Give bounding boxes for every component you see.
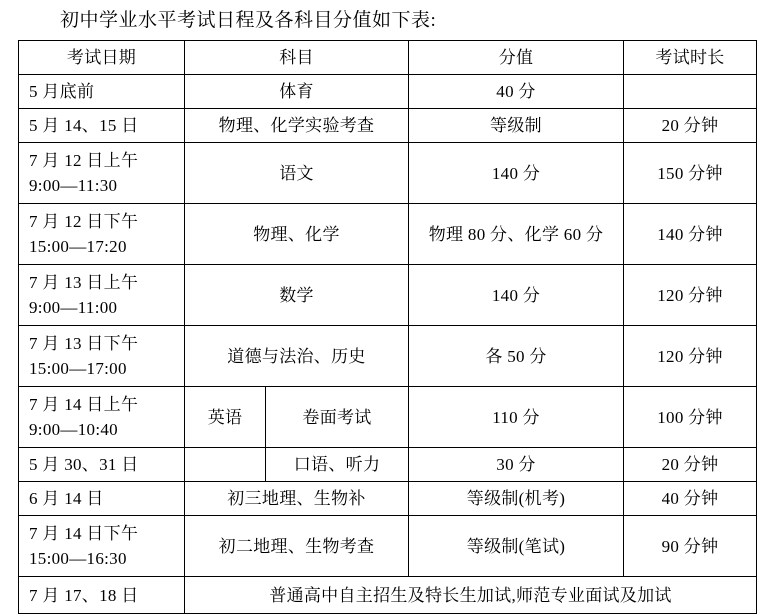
date-line-1: 7 月 12 日下午 xyxy=(29,212,139,231)
date-line-1: 7 月 12 日上午 xyxy=(29,151,139,170)
cell-date xyxy=(19,143,185,204)
cell-subject: 初二地理、生物考查 xyxy=(185,516,409,577)
date-line-2: 9:00—10:40 xyxy=(29,420,118,439)
date-line-2: 9:00—11:00 xyxy=(29,298,118,317)
date-line-1: 6 月 14 日 xyxy=(29,489,104,508)
date-line-2: 9:00—11:30 xyxy=(29,176,118,195)
date-line-1: 5 月 14、15 日 xyxy=(29,116,139,135)
cell-duration: 40 分钟 xyxy=(624,482,757,516)
date-line-2: 15:00—17:00 xyxy=(29,359,127,378)
subject-split-table xyxy=(185,387,408,447)
cell-date xyxy=(19,448,185,482)
table-header-row xyxy=(19,41,757,75)
subject-group-english: 英语 xyxy=(185,387,266,447)
cell-score: 110 分 xyxy=(409,387,624,448)
cell-subject: 语文 xyxy=(185,143,409,204)
cell-duration: 150 分钟 xyxy=(624,143,757,204)
cell-date xyxy=(19,387,185,448)
cell-duration: 20 分钟 xyxy=(624,448,757,482)
cell-duration: 120 分钟 xyxy=(624,265,757,326)
cell-score: 物理 80 分、化学 60 分 xyxy=(409,204,624,265)
cell-subject-detail: 卷面考试 xyxy=(302,407,372,427)
cell-date xyxy=(19,326,185,387)
date-line-1: 7 月 17、18 日 xyxy=(29,585,139,605)
table-row xyxy=(19,204,757,265)
cell-subject: 体育 xyxy=(185,75,409,109)
subject-split-table xyxy=(185,448,408,481)
cell-date xyxy=(19,75,185,109)
column-header-duration: 考试时长 xyxy=(624,41,757,75)
cell-date xyxy=(19,577,185,614)
cell-score: 140 分 xyxy=(409,265,624,326)
cell-duration: 140 分钟 xyxy=(624,204,757,265)
cell-score: 40 分 xyxy=(409,75,624,109)
column-header-score: 分值 xyxy=(409,41,624,75)
table-row xyxy=(19,109,757,143)
cell-subject: 物理、化学实验考查 xyxy=(185,109,409,143)
cell-score: 各 50 分 xyxy=(409,326,624,387)
date-line-1: 5 月 30、31 日 xyxy=(29,455,139,474)
cell-score: 140 分 xyxy=(409,143,624,204)
date-line-1: 7 月 13 日上午 xyxy=(29,273,139,292)
cell-score: 等级制(机考) xyxy=(409,482,624,516)
cell-subject: 道德与法治、历史 xyxy=(185,326,409,387)
table-row xyxy=(19,516,757,577)
column-header-subject: 科目 xyxy=(185,41,409,75)
date-line-2: 15:00—16:30 xyxy=(29,549,127,568)
cell-subject: 初三地理、生物补 xyxy=(185,482,409,516)
cell-note: 普通高中自主招生及特长生加试,师范专业面试及加试 xyxy=(185,577,757,614)
cell-duration: 90 分钟 xyxy=(624,516,757,577)
cell-date xyxy=(19,265,185,326)
subject-group-english-continued xyxy=(185,448,266,481)
table-row xyxy=(19,482,757,516)
cell-duration: 20 分钟 xyxy=(624,109,757,143)
cell-duration xyxy=(624,75,757,109)
table-row xyxy=(19,387,757,448)
cell-score: 30 分 xyxy=(409,448,624,482)
table-row xyxy=(19,448,757,482)
table-row-note xyxy=(19,577,757,614)
cell-subject: 物理、化学 xyxy=(185,204,409,265)
date-line-1: 7 月 14 日下午 xyxy=(29,524,139,543)
date-line-1: 7 月 14 日上午 xyxy=(29,395,139,414)
exam-schedule-table xyxy=(18,40,757,614)
cell-subject-detail: 口语、听力 xyxy=(293,455,381,474)
date-line-1: 7 月 13 日下午 xyxy=(29,334,139,353)
cell-date xyxy=(19,516,185,577)
cell-date xyxy=(19,109,185,143)
cell-subject xyxy=(185,387,409,448)
page-title: 初中学业水平考试日程及各科目分值如下表: xyxy=(60,10,437,31)
cell-date xyxy=(19,204,185,265)
cell-score: 等级制 xyxy=(409,109,624,143)
cell-subject xyxy=(185,448,409,482)
cell-subject: 数学 xyxy=(185,265,409,326)
column-header-date: 考试日期 xyxy=(19,41,185,75)
date-line-2: 15:00—17:20 xyxy=(29,237,127,256)
cell-score: 等级制(笔试) xyxy=(409,516,624,577)
cell-date xyxy=(19,482,185,516)
cell-duration: 120 分钟 xyxy=(624,326,757,387)
table-row xyxy=(19,326,757,387)
date-line-1: 5 月底前 xyxy=(29,82,95,101)
table-row xyxy=(19,143,757,204)
cell-duration: 100 分钟 xyxy=(624,387,757,448)
table-row xyxy=(19,265,757,326)
table-row xyxy=(19,75,757,109)
